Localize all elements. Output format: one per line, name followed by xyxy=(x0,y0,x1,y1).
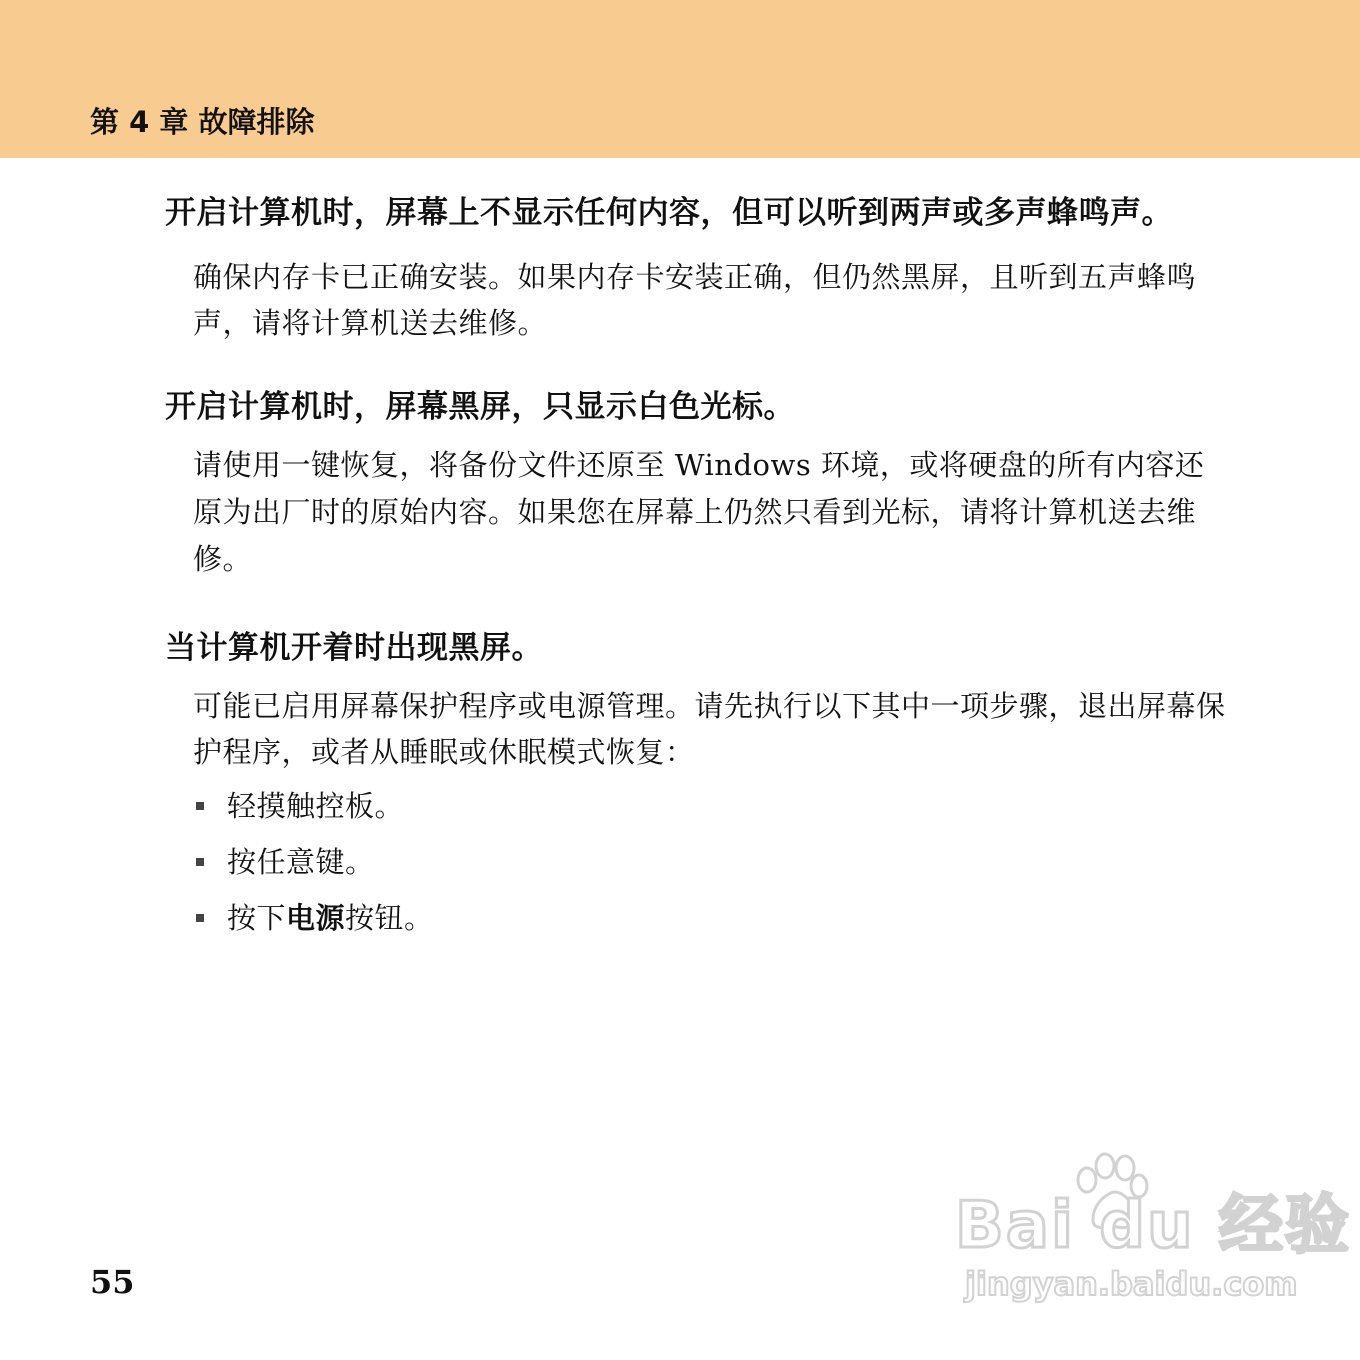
square-bullet-icon xyxy=(196,802,204,810)
page-number: 55 xyxy=(90,1263,135,1301)
list-item-text: 轻摸触控板。 xyxy=(227,789,405,823)
square-bullet-icon xyxy=(196,914,204,922)
list-item-text: 按任意键。 xyxy=(227,845,375,879)
power-key-label: 电源 xyxy=(286,901,346,935)
section-body-white-cursor: 请使用一键恢复，将备份文件还原至 Windows 环境，或将硬盘的所有内容还原为出厂时的原始内容。如果您在屏幕上仍然只看到光标，请将计算机送去维修。 xyxy=(193,448,1205,576)
page-content xyxy=(165,192,1230,951)
list-item-text-post: 按钮。 xyxy=(345,901,434,935)
chapter-header-band xyxy=(0,0,1360,158)
baidu-jingyan-watermark xyxy=(955,1150,1351,1310)
square-bullet-icon xyxy=(196,858,204,866)
recovery-steps-list xyxy=(165,783,1230,941)
list-item-text-pre: 按下 xyxy=(227,901,287,935)
section-body-beep: 确保内存卡已正确安装。如果内存卡安装正确，但仍然黑屏，且听到五声蜂鸣声，请将计算机送去维修。 xyxy=(193,260,1197,340)
list-item xyxy=(193,895,1230,941)
watermark-main-text: Bai du 经验 xyxy=(955,1189,1351,1263)
section-heading-black-screen: 当计算机开着时出现黑屏。 xyxy=(165,630,543,666)
chapter-title: 第 4 章 故障排除 xyxy=(90,105,315,139)
section-body-black-screen: 可能已启用屏幕保护程序或电源管理。请先执行以下其中一项步骤，退出屏幕保护程序，或者从睡眠或休眠模式恢复： xyxy=(193,689,1226,769)
section-heading-white-cursor: 开启计算机时，屏幕黑屏，只显示白色光标。 xyxy=(165,389,795,425)
list-item xyxy=(193,839,1230,885)
list-item xyxy=(193,783,1230,829)
watermark-url-text: jingyan.baidu.com xyxy=(965,1265,1298,1303)
section-heading-beep: 开启计算机时，屏幕上不显示任何内容，但可以听到两声或多声蜂鸣声。 xyxy=(165,195,1173,231)
